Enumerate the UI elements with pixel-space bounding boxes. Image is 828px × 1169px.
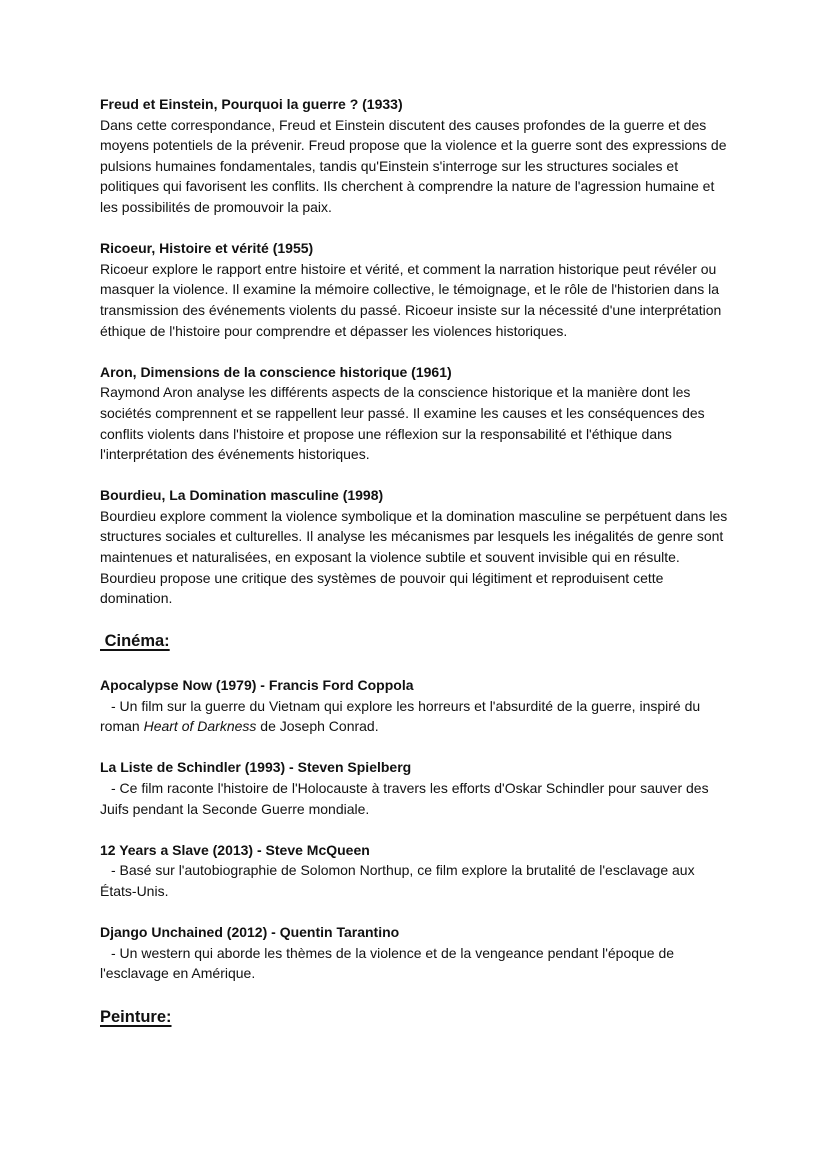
work-title: Ricoeur, Histoire et vérité (1955) [100, 240, 314, 257]
film-description [100, 860, 732, 901]
film-section-12-years-a-slave [100, 840, 732, 902]
work-title: Aron, Dimensions de la conscience historique (1961) [100, 363, 452, 380]
film-description-text: - Un western qui aborde les thèmes de la violence et de la vengeance pendant l'époque de l'esclavage en Amérique. [100, 944, 675, 982]
film-title: La Liste de Schindler (1993) - Steven Spielberg [100, 759, 412, 776]
work-section-aron [100, 362, 732, 465]
film-description-text: - Un film sur la guerre du Vietnam qui explore les horreurs et l'absurdité de la guerre, inspiré du roman [100, 697, 701, 735]
work-section-bourdieu [100, 485, 732, 609]
work-body: Dans cette correspondance, Freud et Einstein discutent des causes profondes de la guerre et des moyens potentiels de la prévenir. Freud propose que la violence et la guerre sont des expressions de pulsions humaines fondamentales, tandis qu'Einstein s'interroge sur les structures sociales et politiques qui favorisent les conflits. Ils cherchent à comprendre la nature de l'agression humaine et les possibilités de promouvoir la paix. [100, 116, 727, 215]
work-section-ricoeur [100, 238, 732, 341]
cinema-heading-text: Cinéma: [100, 632, 170, 651]
work-body: Raymond Aron analyse les différents aspects de la conscience historique et la manière dont les sociétés comprennent et se rappellent leur passé. Il examine les causes et les conséquences des conflits violents dans l'histoire et propose une réflexion sur la responsabilité et l'éthique dans l'interprétation des événements historiques. [100, 384, 705, 463]
film-title: Apocalypse Now (1979) - Francis Ford Coppola [100, 677, 414, 694]
film-title: 12 Years a Slave (2013) - Steve McQueen [100, 841, 370, 858]
film-description [100, 943, 732, 984]
work-body: Ricoeur explore le rapport entre histoire et vérité, et comment la narration historique peut révéler ou masquer la violence. Il examine la mémoire collective, le témoignage, et le rôle de l'historien dans la transmission des événements violents du passé. Ricoeur insiste sur la nécessité d'une interprétation éthique de l'histoire pour comprendre et dépasser les violences historiques. [100, 260, 722, 339]
work-section-freud [100, 94, 732, 218]
work-title: Bourdieu, La Domination masculine (1998) [100, 487, 384, 504]
work-body: Bourdieu explore comment la violence symbolique et la domination masculine se perpétuent dans les structures sociales et culturelles. Il analyse les mécanismes par lesquels les inégalités de genre sont maintenues et naturalisées, en exposant la violence subtile et souvent invisible qui en résulte. Bourdieu propose une critique des systèmes de pouvoir qui légitiment et reproduisent cette domination. [100, 507, 728, 607]
peinture-heading [100, 1005, 732, 1030]
film-section-schindler [100, 757, 732, 819]
film-description-text: - Basé sur l'autobiographie de Solomon Northup, ce film explore la brutalité de l'esclavage aux États-Unis. [100, 862, 695, 899]
film-title: Django Unchained (2012) - Quentin Tarantino [100, 924, 400, 941]
film-section-django-unchained [100, 922, 732, 984]
work-title: Freud et Einstein, Pourquoi la guerre ? (1933) [100, 96, 403, 112]
film-description [100, 778, 732, 819]
film-description-italic: Heart of Darkness [143, 718, 257, 735]
film-section-apocalypse-now [100, 675, 732, 737]
film-description [100, 696, 732, 737]
peinture-heading-text: Peinture: [100, 1007, 172, 1026]
film-description-text: - Ce film raconte l'histoire de l'Holocauste à travers les efforts d'Oskar Schindler pour sauver des Juifs pendant la Seconde Guerre mondiale. [100, 780, 709, 817]
cinema-heading [100, 629, 732, 654]
film-description-text-end: de Joseph Conrad. [256, 718, 379, 735]
